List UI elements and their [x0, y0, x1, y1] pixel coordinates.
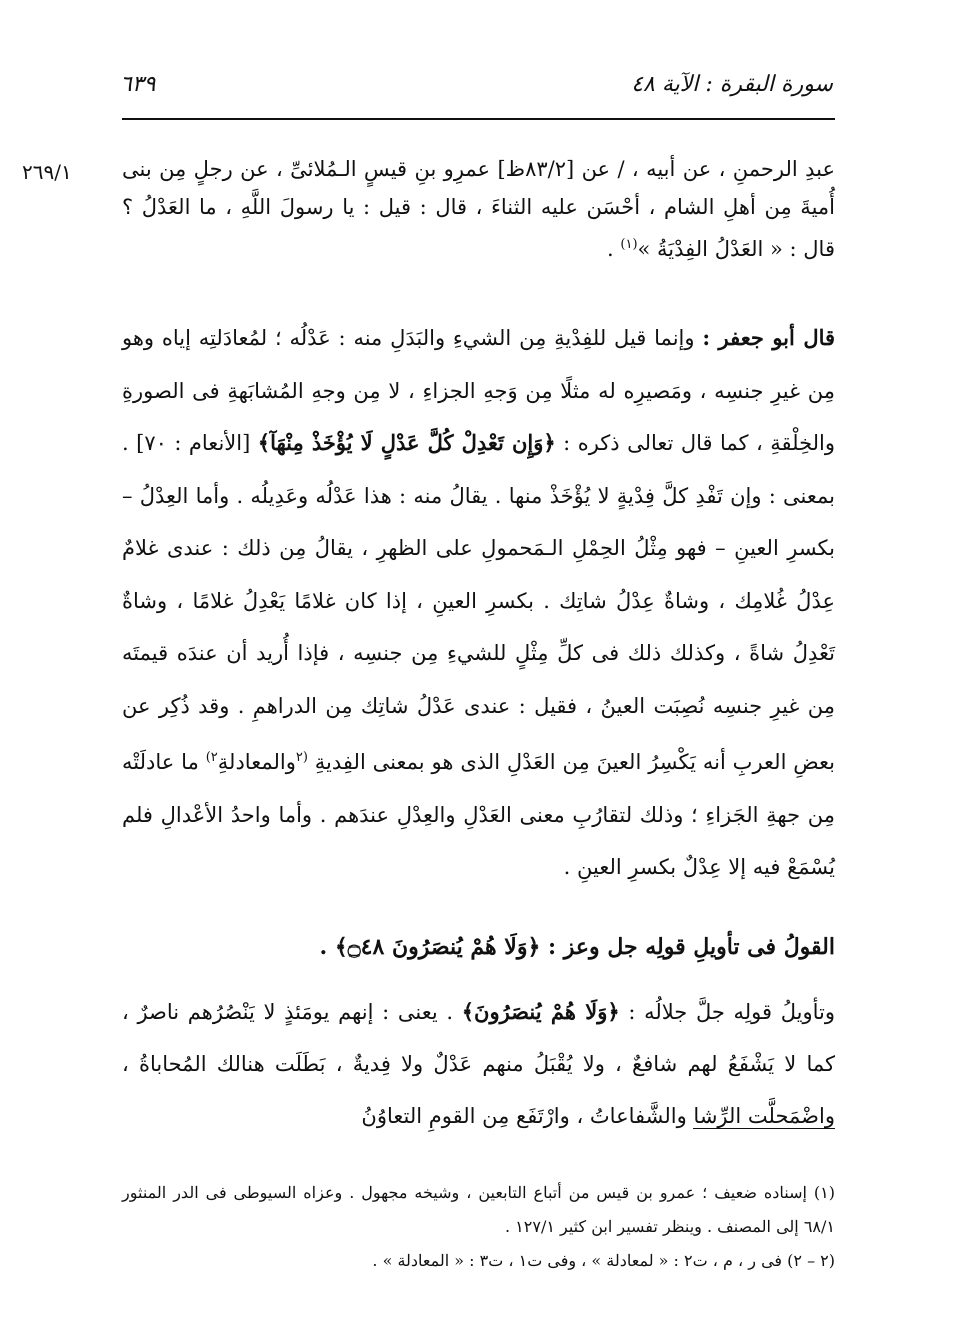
- quran-quote-1: ﴿وَإِن تَعْدِلْ كُلَّ عَدْلٍ لَا يُؤْخَذْ مِنْهَآ﴾: [257, 430, 556, 455]
- page-header: [120, 64, 833, 104]
- commentary-part-3: والمعادلةِ: [217, 750, 296, 774]
- heading-end: .: [319, 934, 335, 960]
- running-title: سورة البقرة : الآية ٤٨: [631, 71, 833, 97]
- commentary-part-1: وإنما قيل للفِدْيةِ مِن الشيءِ والبَدَلِ منه : عَدْلُه ؛ لمُعادَلتِه إياه وهو مِن غيرِ جنسِه ، ومَصيرِه له مثلًا مِن وَجهِ الجزاءِ ، لا مِن وجهِ المُشابَهةِ فى الصورةِ والخِلْقةِ ، كما قال تعالى ذكره :: [122, 326, 836, 455]
- footnote-2: (٢ – ٢) فى ر ، م ، ت٢ : « لمعادلة » ، وفى ت١ ، ت٣ : « المعادلة » .: [372, 1251, 835, 1270]
- header-rule: [122, 118, 835, 120]
- manuscript-reference: ٢٦٩/١: [22, 160, 72, 184]
- commentary-paragraph: [122, 312, 835, 894]
- hadith-text: عبدِ الرحمنِ ، عن أبيه ، / عن [٨٣/٢ظ] عمرِو بنِ قيسٍ الـمُلائىِّ ، عن رجلٍ مِن بنى أُميةَ مِن أهلِ الشام ، أحْسَن عليه الثناءَ ، قال : قيل : يا رسولَ اللَّهِ ، ما العَدْلُ ؟ قال : « العَدْلُ الفِدْيَةُ »: [122, 157, 835, 261]
- tawil-paragraph: [122, 986, 835, 1142]
- hadith-end: .: [607, 237, 621, 261]
- commentary-part-2: [الأنعام : ٧٠] . بمعنى : وإن تَفْدِ كلَّ فِدْيةٍ لا يُؤْخَذْ منها . يقالُ منه : هذا عَدْلُه وعَدِيلُه . وأما العِدْلُ – بكسرِ العينِ – فهو مِثْلُ الحِمْلِ الـمَحمولِ على الظهرِ ، يقالُ مِن ذلك : عندى غلامٌ عِدْلُ غُلامِك ، وشاةٌ عِدْلُ شاتِك . بكسرِ العينِ ، إذا كان غلامًا يَعْدِلُ غلامًا ، وشاةٌ تَعْدِلُ شاةً ، وكذلك ذلك فى كلِّ مِثْلٍ للشيءِ مِن جنسِه ، فإذا أُريد أن عندَه قيمتَه مِن غيرِ جنسِه نُصِبَت العينُ ، فقيل : عندى عَدْلُ شاتِك مِن الدراهمِ . وقد ذُكِر عن بعضِ العربِ أنه يَكْسِرُ العينَ مِن العَدْلِ الذى هو بمعنى الفِديةِ: [122, 431, 835, 774]
- hadith-paragraph: [122, 150, 835, 268]
- footnotes: [122, 1176, 835, 1278]
- heading-prefix: القولُ فى تأويلِ قولِه جل وعز :: [540, 934, 835, 960]
- underlined-phrase: واضْمَحلَّت الرِّشا: [693, 1104, 835, 1128]
- tawil-quran: ﴿وَلَا هُمْ يُنصَرُونَ﴾: [461, 999, 620, 1024]
- page-number: ٦٣٩: [120, 71, 156, 97]
- commentary-part-4: ما عادلَتْه مِن جهةِ الجَزاءِ ؛ وذلك لتقارُبِ معنى العَدْلِ والعِدْلِ عندَهم . وأما واحدُ الأعْدالِ فلم يُسْمَعْ فيه إلا عِدْلٌ بكسرِ العينِ .: [122, 750, 835, 879]
- tawil-part-3: والشَّفاعاتُ ، وارْتَفَع مِن القومِ التعاوُنُ: [361, 1104, 694, 1128]
- footnote-1: (١) إسناده ضعيف ؛ عمرو بن قيس من أتباع التابعين ، وشيخه مجهول . وعزاه السيوطى فى الدر المنثور ٦٨/١ إلى المصنف . وينظر تفسير ابن كثير ١٢٧/١ .: [122, 1183, 835, 1236]
- section-heading: [122, 922, 835, 972]
- speaker-label: قال أبو جعفر :: [702, 325, 836, 350]
- tawil-part-2: . يعنى : إنهم يومَئذٍ لا يَنْصُرُهم ناصرٌ ، كما لا يَشْفَعُ لهم شافعٌ ، ولا يُقْبَلُ منهم عَدْلٌ ولا فِديةٌ ، بَطَلَت هنالك المُحاباةُ ،: [122, 1000, 835, 1076]
- footnote-mark-2-close[interactable]: ٢): [205, 750, 218, 765]
- heading-quran: ﴿وَلَا هُمْ يُنصَرُونَ ۝٤٨﴾: [334, 934, 541, 960]
- footnote-mark-2-open[interactable]: (٢: [295, 750, 308, 765]
- tawil-part-1: وتأويلُ قولِه جلَّ جلالُه :: [619, 1000, 835, 1024]
- footnote-mark-1[interactable]: (١): [620, 237, 638, 252]
